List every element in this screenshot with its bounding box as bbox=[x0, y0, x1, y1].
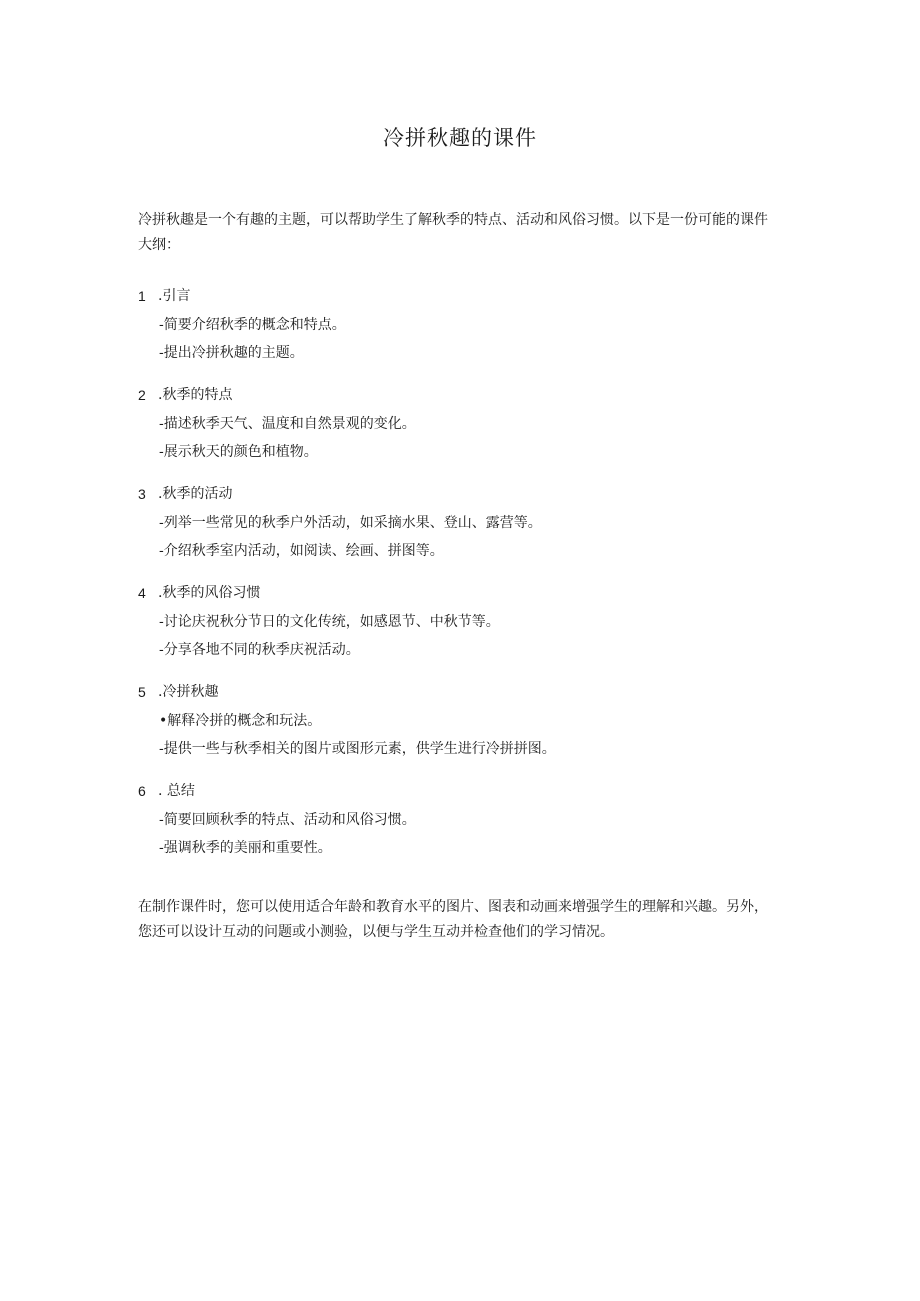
list-item: -分享各地不同的秋季庆祝活动。 bbox=[159, 642, 360, 658]
list-item: -提出冷拼秋趣的主题。 bbox=[159, 345, 304, 361]
outline-section-5 bbox=[138, 680, 778, 762]
list-item: -介绍秋季室内活动，如阅读、绘画、拼图等。 bbox=[159, 543, 444, 559]
list-item: -简要回顾秋季的特点、活动和风俗习惯。 bbox=[159, 812, 416, 828]
outline-section-2 bbox=[138, 383, 778, 465]
section-number: 6 bbox=[138, 783, 146, 799]
section-number: 1 bbox=[138, 288, 146, 304]
list-item: -简要介绍秋季的概念和特点。 bbox=[159, 317, 346, 333]
section-title: . 总结 bbox=[158, 783, 195, 799]
section-title: .冷拼秋趣 bbox=[158, 684, 219, 700]
section-title: .秋季的风俗习惯 bbox=[158, 585, 261, 601]
outline-section-1 bbox=[138, 284, 778, 366]
outline-section-4 bbox=[138, 581, 778, 663]
outline-section-3 bbox=[138, 482, 778, 564]
outline-section-6 bbox=[138, 779, 778, 861]
section-title: .秋季的特点 bbox=[158, 387, 233, 403]
section-heading bbox=[138, 383, 778, 408]
section-heading bbox=[138, 581, 778, 606]
section-number: 2 bbox=[138, 387, 146, 403]
course-outline bbox=[138, 284, 778, 878]
section-title: .秋季的活动 bbox=[158, 486, 233, 502]
list-item: -强调秋季的美丽和重要性。 bbox=[159, 840, 332, 856]
section-heading bbox=[138, 680, 778, 705]
list-item: -提供一些与秋季相关的图片或图形元素，供学生进行冷拼拼图。 bbox=[159, 741, 556, 757]
intro-paragraph: 冷拼秋趣是一个有趣的主题，可以帮助学生了解秋季的特点、活动和风俗习惯。以下是一份可能的课件大纲： bbox=[138, 212, 768, 253]
section-title: .引言 bbox=[158, 288, 191, 304]
section-heading bbox=[138, 779, 778, 804]
list-item: -列举一些常见的秋季户外活动，如采摘水果、登山、露营等。 bbox=[159, 515, 542, 531]
section-number: 4 bbox=[138, 585, 146, 601]
closing-paragraph: 在制作课件时，您可以使用适合年龄和教育水平的图片、图表和动画来增强学生的理解和兴趣。另外，您还可以设计互动的问题或小测验，以便与学生互动并检查他们的学习情况。 bbox=[138, 899, 768, 940]
section-heading bbox=[138, 284, 778, 309]
section-heading bbox=[138, 482, 778, 507]
list-item: -讨论庆祝秋分节日的文化传统，如感恩节、中秋节等。 bbox=[159, 614, 500, 630]
section-number: 3 bbox=[138, 486, 146, 502]
list-item: -展示秋天的颜色和植物。 bbox=[159, 444, 318, 460]
list-item: -描述秋季天气、温度和自然景观的变化。 bbox=[159, 416, 416, 432]
document-title: 冷拼秋趣的课件 bbox=[383, 126, 537, 150]
section-number: 5 bbox=[138, 684, 146, 700]
list-item: •解释冷拼的概念和玩法。 bbox=[159, 713, 322, 729]
